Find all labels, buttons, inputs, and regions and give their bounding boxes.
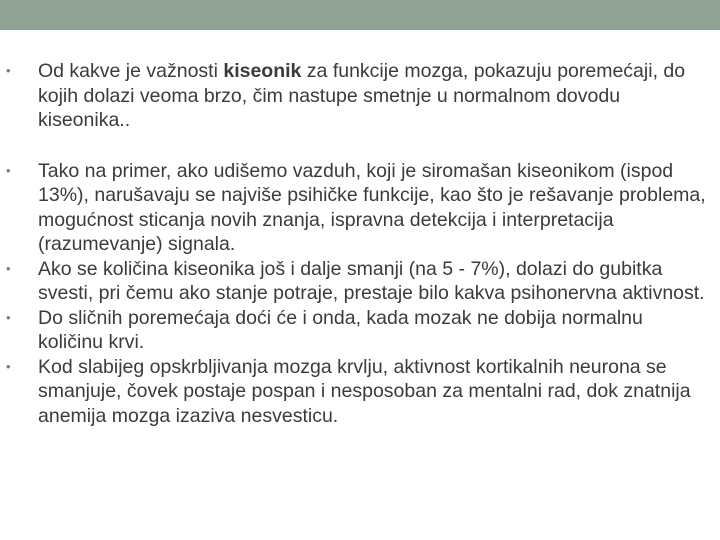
bullet-item-3 (0, 257, 720, 306)
emphasis-kiseonik: kiseonik (223, 60, 302, 82)
bullet-marker: • (6, 358, 11, 374)
bullet-text: Ako se količina kiseonika još i dalje smanji (na 5 - 7%), dolazi do gubitka svesti, pri čemu ako stanje potraje, prestaje bilo kakva psihonervna aktivnost. (38, 257, 705, 304)
bullet-item-5 (0, 355, 720, 429)
bullet-item-2 (0, 159, 720, 257)
bullet-marker: • (6, 162, 11, 178)
slide-content (0, 59, 720, 428)
bullet-marker: • (6, 63, 11, 78)
bullet-item-1 (0, 59, 720, 133)
top-accent-bar (0, 0, 720, 30)
bullet-text: Do sličnih poremećaja doći će i onda, kada mozak ne dobija normalnu količinu krvi. (38, 306, 643, 353)
bullet-marker: • (6, 260, 11, 276)
bullet-text: Od kakve je važnosti kiseonik za funkcije mozga, pokazuju poremećaji, do kojih dolazi veoma brzo, čim nastupe smetnje u normalnom dovodu kiseonika.. (38, 60, 686, 131)
bullet-text: Tako na primer, ako udišemo vazduh, koji je siromašan kiseonikom (ispod 13%), narušavaju se najviše psihičke funkcije, kao što je rešavanje problema, mogućnost sticanja novih znanja, ispravna detekcija i interpretacija (razumevanje) signala. (38, 159, 706, 255)
bullet-marker: • (6, 309, 11, 325)
bullet-text: Kod slabijeg opskrbljivanja mozga krvlju, aktivnost kortikalnih neurona se smanjuje, čovek postaje pospan i nesposoban za mentalni rad, dok znatnija anemija mozga izaziva nesvesticu. (38, 355, 691, 427)
bullet-item-4 (0, 306, 720, 355)
